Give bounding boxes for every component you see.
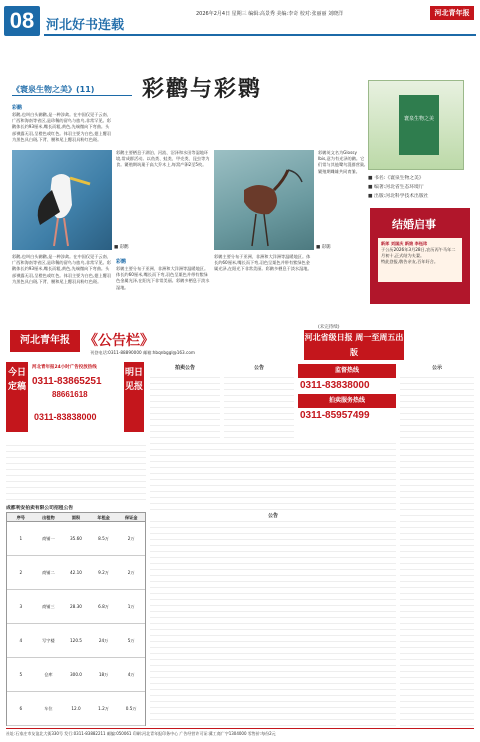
table-cell: 2万 xyxy=(127,570,135,575)
stork-illustration xyxy=(12,150,112,250)
wedding-body xyxy=(378,238,462,282)
tomorrow-title: 明日见报 xyxy=(124,362,144,432)
table-cell: 6 xyxy=(19,706,23,711)
table-cell: 2万 xyxy=(127,536,135,541)
table-header-cell: 序号 xyxy=(16,515,25,520)
wedding-names: 新郎 刘国庆 新娘 李钰玮 xyxy=(381,241,428,246)
table-cell: 写字楼 xyxy=(42,638,55,643)
table-row xyxy=(7,624,145,658)
brand-logo: 河北青年报 xyxy=(430,6,474,20)
table-header-cell: 面积 xyxy=(71,515,81,520)
table-row xyxy=(7,556,145,590)
table-cell: 3 xyxy=(19,604,23,609)
mid-public-text xyxy=(150,520,396,726)
ibis-photo xyxy=(214,150,314,250)
table-cell: 6.8万 xyxy=(98,604,109,609)
table-cell: 1 xyxy=(19,536,23,541)
daily-hotline: 河北青年报24小时广告投放热线 xyxy=(32,365,97,370)
wedding-title: 结婚启事 xyxy=(392,218,436,231)
caption-ibis: ■ 彩鹮 xyxy=(316,245,331,250)
wedding-notice xyxy=(370,208,470,304)
end-note: (未完待续) xyxy=(318,325,340,330)
notice-text-right xyxy=(400,372,474,522)
column-name: 河北好书连载 xyxy=(46,18,125,33)
table-cell: 2 xyxy=(19,570,23,575)
rental-table xyxy=(6,512,146,726)
header-rule xyxy=(44,34,476,36)
page-number: 08 xyxy=(4,6,40,36)
table-title: 成都利安拍卖有限公司招租公告 xyxy=(6,506,74,511)
table-cell: 9.2万 xyxy=(98,570,109,575)
auction-notice-head: 拍卖公告 xyxy=(174,365,195,371)
auction-notice-text xyxy=(150,372,220,438)
article-col-2: 彩鹳主要栖息于湖泊、河流、沼泽和水田等湿地环境,常成群活动。以鱼类、蛙类、甲壳类、昆虫等为食。繁殖期筑巢于高大乔木上,每窝产卵2至5枚。 xyxy=(116,150,210,168)
table-cell: 300.0 xyxy=(69,672,82,677)
date-line: 2026年2月4日 星期三 编辑:高景秀 美编:李奇 校对:张丽丽 刘晓洋 xyxy=(196,11,344,17)
section-heading-1: 彩鹳 xyxy=(12,105,23,111)
auction-label: 拍卖服务热线 xyxy=(298,394,396,408)
table-cell: 120.5 xyxy=(69,638,82,643)
public-notice-text xyxy=(224,372,294,438)
table-row xyxy=(7,590,145,624)
table-cell: 车位 xyxy=(44,706,53,711)
table-cell: 5 xyxy=(19,672,23,677)
table-cell: 商铺一 xyxy=(42,536,55,541)
ibis-illustration xyxy=(214,150,314,250)
table-cell: 4万 xyxy=(127,672,135,677)
notice-board-title: 《公告栏》 xyxy=(84,333,154,349)
caption-stork: ■ 彩鹳 xyxy=(114,245,129,250)
table-cell: 8.5万 xyxy=(98,536,109,541)
book-cover xyxy=(368,80,464,170)
hotline-phone-2: 88661618 xyxy=(52,390,88,399)
table-cell: 商铺二 xyxy=(42,570,55,575)
table-cell: 1.2万 xyxy=(98,706,109,711)
footer: 社址:石家庄市友谊北大街330号 发行:0311-83882211 邮编:050061 印刷:河北青年报印务中心 广告经营许可证:冀工商广字1304000 零售价:每份2元 xyxy=(6,728,474,737)
ad-phone-2: 0311-85957499 xyxy=(300,410,370,421)
table-cell: 商铺三 xyxy=(42,604,55,609)
article-col-1: 彩鹳,也叫白头鹮鹳,是一种涉禽。在中国仅见于云南、广西和海南等省区,是珍稀的留鸟与旅鸟,非常罕见。彩鹳体长约93厘米,嘴长而粗,黄色,先端微向下弯曲。头部裸露无羽,呈橙色或红色。体羽主要为白色,翅上覆羽为黑色具白斑,下背、腰和尾上覆羽具粉红色斑。 xyxy=(12,254,111,284)
left-notices xyxy=(6,440,146,500)
table-cell: 18万 xyxy=(98,672,109,677)
table-header-cell: 保证金 xyxy=(124,515,138,520)
right-banner: 河北省级日报 周一至周五出版 xyxy=(304,330,404,360)
table-cell: 仓库 xyxy=(44,672,53,677)
stork-photo xyxy=(12,150,112,250)
article-col-1-top: 彩鹳,也叫白头鹮鹳,是一种涉禽。在中国仅见于云南、广西和海南等省区,是珍稀的留鸟与旅鸟,非常罕见。彩鹳体长约93厘米,嘴长而粗,黄色,先端微向下弯曲。头部裸露无羽,呈橙色或红色。体羽主要为白色,翅上覆羽为黑色具白斑,下背、腰和尾上覆羽具粉红色斑。 xyxy=(12,112,111,142)
public-notice-head: 公告 xyxy=(253,365,264,371)
table-cell: 35.60 xyxy=(69,536,82,541)
article-title: 彩鹳与彩鹮 xyxy=(142,76,263,102)
table-body xyxy=(7,522,145,726)
wedding-text: 于公历2026年3月28日,农历丙午马年二月初十,正式结为夫妻。 xyxy=(381,247,456,258)
right-bottom-notices xyxy=(400,526,474,726)
table-cell: 1万 xyxy=(127,604,135,609)
notice-sub: 刊登电话:0311-88890000 邮箱:hbqnbggl@163.com xyxy=(90,350,195,355)
section-heading-2: 彩鹮 xyxy=(116,259,127,265)
table-cell: 12.0 xyxy=(71,706,81,711)
book-info-name: ■ 书名:《寰泉生物之美》 xyxy=(368,176,424,181)
series-label: 《寰泉生物之美》(11) xyxy=(12,84,132,96)
table-row xyxy=(7,658,145,692)
table-row xyxy=(7,692,145,726)
book-info-author: ■ 编著:河北省生态环境厅 xyxy=(368,185,424,190)
table-header-cell: 出租物 xyxy=(42,515,55,520)
table-cell: 5万 xyxy=(127,638,135,643)
article-col-4: 彩鹮英文名为Glossy Ibis,意为有光泽的鹮。它们常与其他鹭鸟混群营巢,繁殖期雌雄共同育雏。 xyxy=(318,150,366,174)
book-info xyxy=(368,174,468,201)
table-header xyxy=(7,513,145,522)
table-cell: 0.5万 xyxy=(125,706,137,711)
table-cell: 28.30 xyxy=(69,604,82,609)
wedding-wish: 特此登报,敬告亲友,百年好合。 xyxy=(381,259,439,264)
notice-head-right: 公示 xyxy=(431,365,442,371)
mid-notices xyxy=(150,440,396,510)
daily-title: 今日定稿 xyxy=(6,362,28,432)
monitor-label: 监督热线 xyxy=(298,364,396,378)
hotline-phone-1: 0311-83865251 xyxy=(32,376,102,387)
ad-logo: 河北青年报 xyxy=(10,330,80,352)
book-info-publisher: ■ 出版:河北科学技术出版社 xyxy=(368,194,429,199)
book-cover-title: 寰泉生物之美 xyxy=(399,95,439,155)
table-cell: 42.10 xyxy=(69,570,82,575)
table-row xyxy=(7,522,145,556)
tomorrow-phone: 0311-83838000 xyxy=(34,412,97,422)
article-col-2b: 彩鹮主要分布于亚洲、非洲和大洋洲等温暖地区。体长约60厘米,嘴长而下弯,羽色呈栗色并带有紫绿色金属光泽,在阳光下非常美丽。彩鹮多栖息于淡水湿地。 xyxy=(116,266,210,290)
ad-phone-1: 0311-83838000 xyxy=(300,380,370,391)
table-header-cell: 年租金 xyxy=(97,515,110,520)
mid-public-head: 公告 xyxy=(267,513,278,519)
table-cell: 24万 xyxy=(98,638,109,643)
table-cell: 4 xyxy=(19,638,23,643)
article-col-3: 彩鹮主要分布于亚洲、非洲和大洋洲等温暖地区。体长约60厘米,嘴长而下弯,羽色呈栗色并带有紫绿色金属光泽,在阳光下非常美丽。彩鹮多栖息于淡水湿地。 xyxy=(214,254,312,272)
